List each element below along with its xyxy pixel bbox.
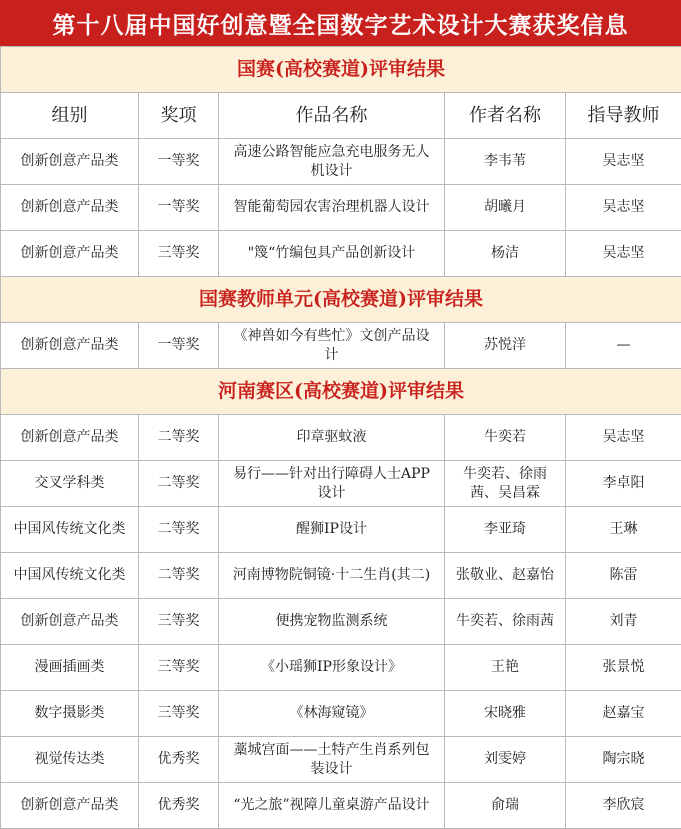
cell-award: 三等奖 — [139, 645, 219, 691]
cell-group: 漫画插画类 — [1, 645, 139, 691]
cell-advisor: 王琳 — [566, 507, 681, 553]
table-row — [1, 783, 681, 829]
cell-group: 创新创意产品类 — [1, 783, 139, 829]
cell-advisor: 陈雷 — [566, 553, 681, 599]
cell-author: 牛奕若、徐雨茜、吴昌霖 — [445, 461, 566, 507]
cell-award: 三等奖 — [139, 599, 219, 645]
table-row — [1, 231, 681, 277]
cell-author: 杨洁 — [445, 231, 566, 277]
cell-advisor: 张景悦 — [566, 645, 681, 691]
cell-group: 创新创意产品类 — [1, 323, 139, 369]
cell-advisor: 吴志坚 — [566, 231, 681, 277]
section-title: 国赛教师单元(高校赛道)评审结果 — [1, 277, 681, 323]
cell-advisor: 吴志坚 — [566, 139, 681, 185]
cell-group: 中国风传统文化类 — [1, 507, 139, 553]
section-header-national — [1, 47, 681, 93]
cell-advisor: 李欣宸 — [566, 783, 681, 829]
award-table — [0, 46, 681, 829]
cell-group: 创新创意产品类 — [1, 185, 139, 231]
cell-award: 二等奖 — [139, 461, 219, 507]
cell-author: 王艳 — [445, 645, 566, 691]
col-author: 作者名称 — [445, 93, 566, 139]
cell-advisor: 陶宗晓 — [566, 737, 681, 783]
cell-work: 醒狮IP设计 — [219, 507, 445, 553]
section-header-teacher — [1, 277, 681, 323]
cell-work: 《林海窥镜》 — [219, 691, 445, 737]
cell-advisor: 吴志坚 — [566, 185, 681, 231]
cell-award: 优秀奖 — [139, 783, 219, 829]
cell-group: 中国风传统文化类 — [1, 553, 139, 599]
cell-award: 一等奖 — [139, 323, 219, 369]
cell-award: 二等奖 — [139, 415, 219, 461]
cell-author: 牛奕若 — [445, 415, 566, 461]
cell-advisor: — — [566, 323, 681, 369]
cell-author: 俞瑞 — [445, 783, 566, 829]
cell-group: 创新创意产品类 — [1, 415, 139, 461]
cell-author: 牛奕若、徐雨茜 — [445, 599, 566, 645]
cell-author: 胡曦月 — [445, 185, 566, 231]
cell-group: 创新创意产品类 — [1, 599, 139, 645]
table-row — [1, 185, 681, 231]
table-row — [1, 507, 681, 553]
col-advisor: 指导教师 — [566, 93, 681, 139]
section-title: 河南赛区(高校赛道)评审结果 — [1, 369, 681, 415]
cell-work: 易行——针对出行障碍人士APP设计 — [219, 461, 445, 507]
cell-advisor: 李卓阳 — [566, 461, 681, 507]
cell-work: 智能葡萄园农害治理机器人设计 — [219, 185, 445, 231]
cell-award: 一等奖 — [139, 185, 219, 231]
cell-group: 创新创意产品类 — [1, 139, 139, 185]
table-row — [1, 461, 681, 507]
cell-group: 创新创意产品类 — [1, 231, 139, 277]
table-row — [1, 139, 681, 185]
cell-award: 优秀奖 — [139, 737, 219, 783]
cell-award: 一等奖 — [139, 139, 219, 185]
cell-author: 刘雯婷 — [445, 737, 566, 783]
cell-work: 河南博物院铜镜·十二生肖(其二) — [219, 553, 445, 599]
cell-work: 便携宠物监测系统 — [219, 599, 445, 645]
cell-award: 三等奖 — [139, 691, 219, 737]
cell-author: 苏悦洋 — [445, 323, 566, 369]
cell-work: 《小瑶狮IP形象设计》 — [219, 645, 445, 691]
cell-advisor: 吴志坚 — [566, 415, 681, 461]
table-row — [1, 737, 681, 783]
table-row — [1, 645, 681, 691]
cell-award: 二等奖 — [139, 507, 219, 553]
cell-work: 藁城宫面——土特产生肖系列包装设计 — [219, 737, 445, 783]
cell-award: 三等奖 — [139, 231, 219, 277]
cell-advisor: 刘青 — [566, 599, 681, 645]
table-row — [1, 691, 681, 737]
cell-advisor: 赵嘉宝 — [566, 691, 681, 737]
cell-group: 数字摄影类 — [1, 691, 139, 737]
cell-group: 视觉传达类 — [1, 737, 139, 783]
cell-work: 高速公路智能应急充电服务无人机设计 — [219, 139, 445, 185]
table-row — [1, 323, 681, 369]
col-group: 组别 — [1, 93, 139, 139]
cell-author: 张敬业、赵嘉怡 — [445, 553, 566, 599]
cell-author: 李亚琦 — [445, 507, 566, 553]
col-award: 奖项 — [139, 93, 219, 139]
banner-title: 第十八届中国好创意暨全国数字艺术设计大赛获奖信息 — [0, 0, 681, 46]
section-title: 国赛(高校赛道)评审结果 — [1, 47, 681, 93]
section-header-henan — [1, 369, 681, 415]
cell-work: "篾“竹编包具产品创新设计 — [219, 231, 445, 277]
cell-work: 《神兽如今有些忙》文创产品设计 — [219, 323, 445, 369]
table-row — [1, 415, 681, 461]
cell-author: 李韦苇 — [445, 139, 566, 185]
column-header-row — [1, 93, 681, 139]
cell-work: 印章驱蚊液 — [219, 415, 445, 461]
cell-author: 宋晓雅 — [445, 691, 566, 737]
cell-group: 交叉学科类 — [1, 461, 139, 507]
cell-work: “光之旅”视障儿童桌游产品设计 — [219, 783, 445, 829]
cell-award: 二等奖 — [139, 553, 219, 599]
table-row — [1, 599, 681, 645]
table-row — [1, 553, 681, 599]
col-work: 作品名称 — [219, 93, 445, 139]
